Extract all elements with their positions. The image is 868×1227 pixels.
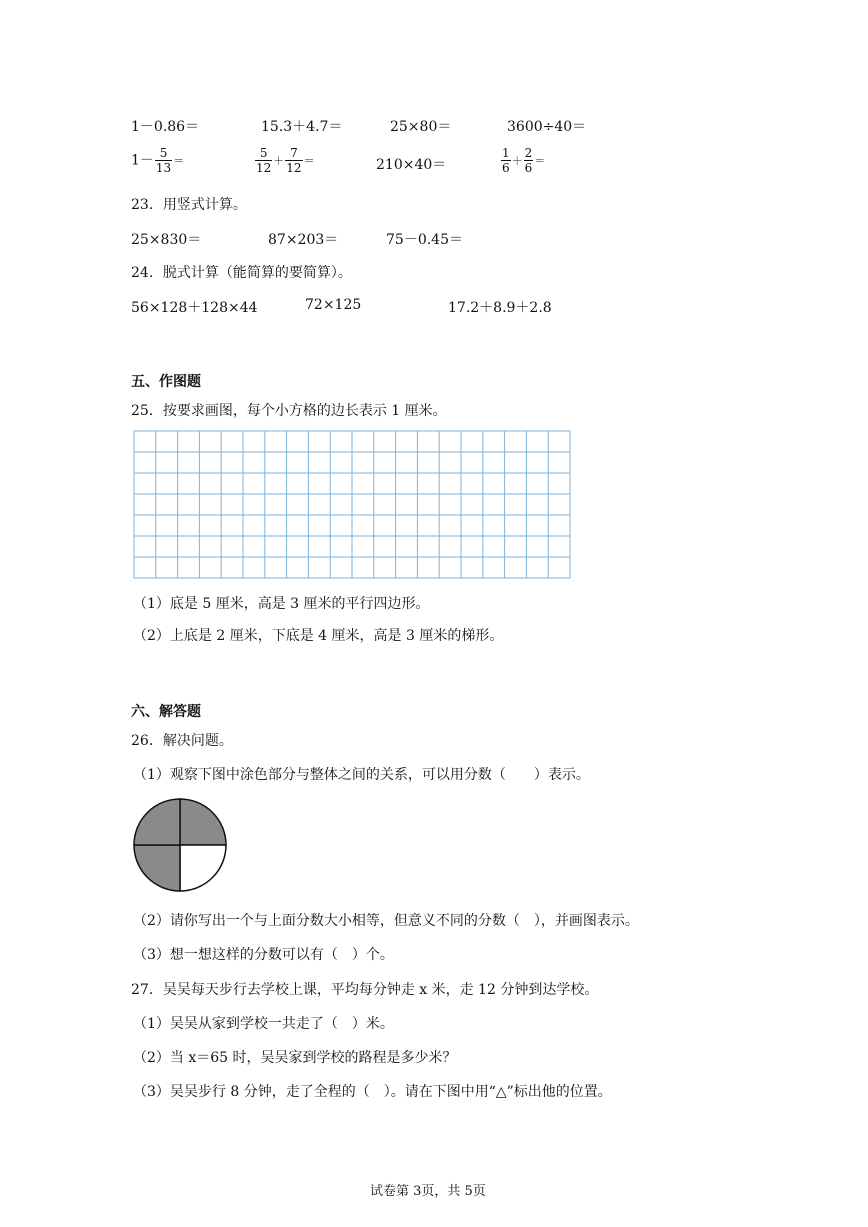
q25-sub2: （2）上底是 2 厘米，下底是 4 厘米，高是 3 厘米的梯形。: [133, 628, 504, 644]
equals-sign: ＝: [173, 154, 185, 168]
q25-title: 25．按要求画图，每个小方格的边长表示 1 厘米。: [131, 403, 447, 419]
operator: ＋: [511, 154, 523, 168]
q26-sub2: （2）请你写出一个与上面分数大小相等，但意义不同的分数（ ），并画图表示。: [133, 913, 639, 929]
equals-sign: ＝: [534, 154, 546, 168]
q23-item-3: 75－0.45＝: [386, 232, 463, 248]
numerator: 5: [155, 146, 172, 161]
oral-calc-6: [254, 146, 315, 175]
circle-sector-shaded: [134, 799, 180, 845]
q27-sub3: （3）吴吴步行 8 分钟，走了全程的（ ）。请在下图中用“△”标出他的位置。: [133, 1084, 612, 1100]
q23-item-1: 25×830＝: [131, 232, 202, 248]
oral-calc-7: 210×40＝: [376, 157, 447, 173]
numerator: 7: [285, 146, 302, 161]
q23-title: 23．用竖式计算。: [131, 197, 247, 213]
fraction: [524, 146, 534, 175]
numerator: 2: [524, 146, 533, 160]
denominator: 12: [256, 161, 272, 175]
q27-sub1: （1）吴吴从家到学校一共走了（ ）米。: [133, 1016, 394, 1032]
fraction: [155, 146, 172, 175]
fraction-circle: [131, 796, 229, 894]
denominator: 6: [502, 161, 510, 175]
q24-item-3: 17.2＋8.9＋2.8: [448, 300, 552, 316]
q23-item-2: 87×203＝: [268, 232, 339, 248]
q26-sub1: （1）观察下图中涂色部分与整体之间的关系，可以用分数（ ）表示。: [133, 767, 590, 783]
drawing-grid[interactable]: [133, 430, 571, 579]
oral-calc-8: [500, 146, 545, 175]
q24-item-2: 72×125: [305, 297, 362, 313]
q24-title: 24．脱式计算（能简算的要简算）。: [131, 265, 352, 281]
fraction: [285, 146, 302, 175]
denominator: 12: [286, 161, 302, 175]
operator: ＋: [273, 154, 285, 168]
section-5-title: 五、作图题: [131, 374, 201, 390]
oral-calc-2: 15.3＋4.7＝: [261, 119, 343, 135]
q25-sub1: （1）底是 5 厘米，高是 3 厘米的平行四边形。: [133, 596, 430, 612]
section-6-title: 六、解答题: [131, 704, 201, 720]
denominator: 6: [524, 161, 533, 175]
circle-sector-shaded: [134, 845, 180, 891]
equals-sign: ＝: [303, 154, 315, 168]
q27-sub2: （2）当 x＝65 时，吴吴家到学校的路程是多少米？: [133, 1050, 457, 1066]
oral-calc-4: 3600÷40＝: [507, 119, 587, 135]
fraction: [501, 146, 511, 175]
oral-calc-1: 1－0.86＝: [131, 119, 200, 135]
q26-title: 26．解决问题。: [131, 733, 233, 749]
fraction: [255, 146, 272, 175]
q27-title: 27．吴吴每天步行去学校上课，平均每分钟走 x 米，走 12 分钟到达学校。: [131, 982, 599, 998]
page-footer: 试卷第 3页，共 5页: [370, 1184, 486, 1199]
oral-calc-3: 25×80＝: [390, 119, 452, 135]
oral-calc-5: [131, 146, 184, 175]
numerator: 1: [502, 146, 510, 160]
expr-lead: 1－: [131, 152, 154, 169]
numerator: 5: [255, 146, 272, 161]
denominator: 13: [155, 161, 172, 175]
circle-sector-blank: [180, 845, 226, 891]
q26-sub3: （3）想一想这样的分数可以有（ ）个。: [133, 947, 394, 963]
q24-item-1: 56×128＋128×44: [131, 300, 258, 316]
circle-sector-shaded: [180, 799, 226, 845]
